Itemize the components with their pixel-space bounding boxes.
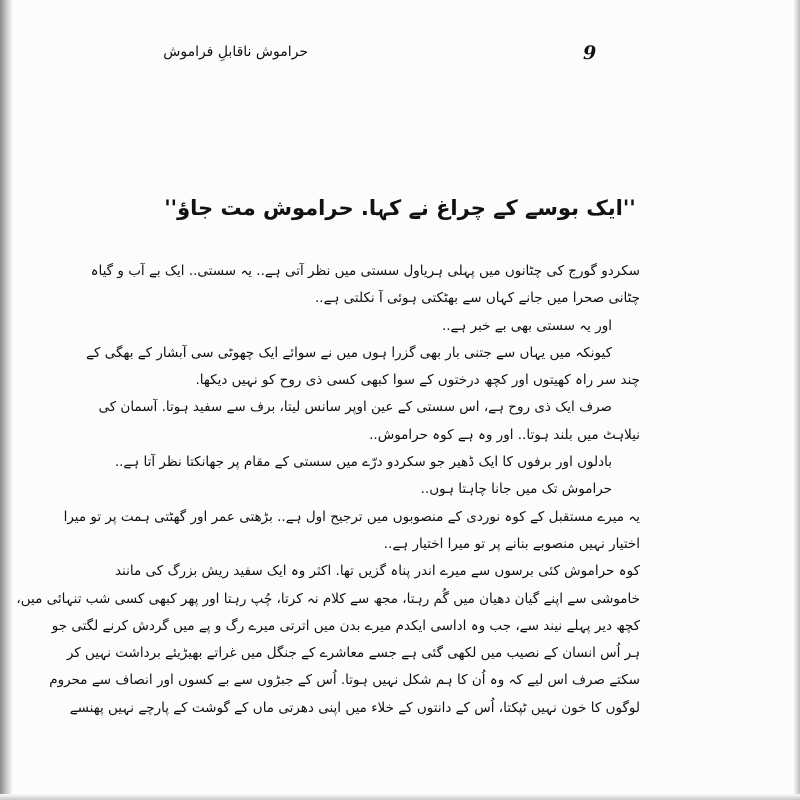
text-line: چٹانی صحرا میں جانے کہاں سے بھٹکتی ہوئی آ نکلتی ہے.. — [314, 290, 640, 307]
text-line: یہ میرے مستقبل کے کوہ نوردی کے منصوبوں میں ترجیح اول ہے.. بڑھتی عمر اور گھٹتی ہمت پر تو میرا — [63, 508, 640, 525]
text-line: کوہ حراموش کئی برسوں سے میرے اندر پناہ گزیں تھا. اکثر وہ ایک سفید ریش بزرگ کی مانند — [114, 563, 640, 580]
text-line: اختیار نہیں منصوبے بنانے پر تو میرا اختیار ہے.. — [383, 535, 640, 552]
scan-shadow-left — [0, 0, 12, 800]
text-line: سکتے صرف اس لیے کہ وہ اُن کا ہم شکل نہیں ہوتا. اُس کے جبڑوں سے بے کسوں اور انصاف سے محروم — [49, 672, 640, 689]
running-title: حراموش ناقابلِ فراموش — [163, 44, 308, 60]
scan-shadow-bottom — [0, 794, 800, 800]
text-line: ہر اُس انسان کے نصیب میں لکھی گئی ہے جسے معاشرے کے جنگل میں غراتے بھیڑیئے برداشت نہیں کر — [66, 645, 640, 662]
text-line: لوگوں کا خون نہیں ٹپکتا، اُس کے دانتوں کے خلاء میں اپنی دھرتی ماں کے گوشت کے پارچے نہیں پھنسے — [69, 699, 640, 716]
text-line: کچھ دیر پہلے نیند سے، جب وہ اداسی ایکدم میرے بدن میں اترتی میرے رگ و پے میں گردش کرنے لگتی جو — [51, 617, 640, 634]
chapter-title: ''ایک بوسے کے چراغ نے کہا. حراموش مت جاؤ'' — [164, 196, 636, 220]
text-line: سکردو گورج کی چٹانوں میں پہلی ہریاول سستی میں نظر آتی ہے.. یہ سستی.. ایک بے آب و گیاہ — [90, 263, 640, 279]
scan-shadow-right — [794, 0, 800, 800]
body-text — [16, 258, 640, 722]
text-line: کیونکہ میں یہاں سے جتنی بار بھی گزرا ہوں میں نے سوائے ایک چھوٹی سی آبشار کے بھگی کے — [86, 344, 612, 361]
text-line: حراموش تک میں جانا چاہتا ہوں.. — [420, 481, 612, 498]
page-number: 9 — [583, 42, 597, 64]
text-line: چند سر راہ کھیتوں اور کچھ درختوں کے سوا کبھی کسی ذی روح کو نہیں دیکھا. — [195, 372, 640, 389]
text-line: صرف ایک ذی روح ہے، اس سستی کے عین اوپر سانس لیتا، برف سے سفید ہوتا. آسمان کی — [98, 399, 612, 416]
text-line: خاموشی سے اپنے گیان دھیان میں گُم رہتا، مجھ سے کلام نہ کرتا، چُپ رہتا اور پھر کبھی کسی شب تنہائی میں، — [16, 590, 640, 607]
text-line: نیلاہٹ میں بلند ہوتا.. اور وہ ہے کوہ حراموش.. — [369, 426, 640, 443]
text-line: بادلوں اور برفوں کا ایک ڈھیر جو سکردو درّے میں سستی کے مقام پر جھانکتا نظر آتا ہے.. — [114, 454, 612, 471]
text-line: اور یہ سستی بھی بے خبر ہے.. — [441, 317, 612, 334]
